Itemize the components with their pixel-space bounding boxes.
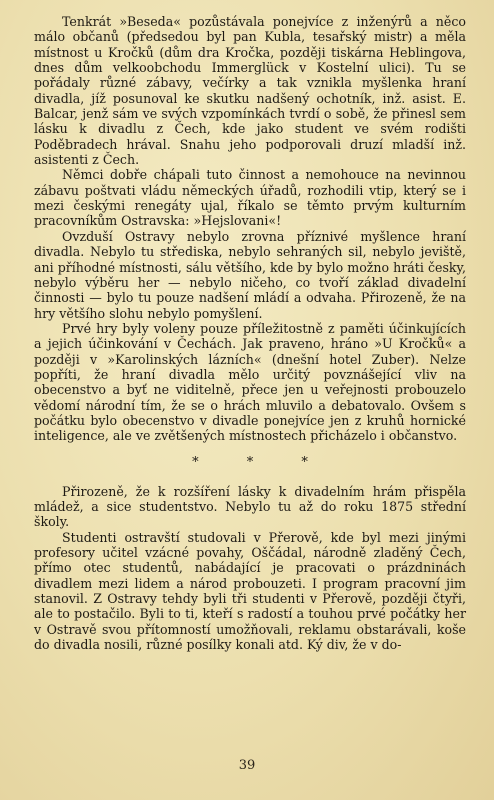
- paragraph-nemci: Němci dobře chápali tuto činnost a nemohouce na nevinnou zábavu poštvati vládu německých úřadů, rozhodili vtip, který se i mezi českými renegáty ujal, říkalo se těmto prvým kulturním pracovníkům Ostravska: »Hejslovani«!: [34, 167, 466, 229]
- paragraph-ovzdusi: Ovzduší Ostravy nebylo zrovna příznivé myšlence hraní divadla. Nebylo tu střediska, nebylo sehraných sil, nebylo jeviště, ani příhodné místnosti, sálu většího, kde by bylo možno hráti česky, nebylo výběru her — nebylo ničeho, co tvoří základ divadelní činnosti — bylo tu pouze nadšení mládí a odvaha. Přirozeně, že na hry většího slohu nebylo pomyšlení.: [34, 228, 466, 321]
- paragraph-studenti: Studenti ostravští studovali v Přerově, kde byl mezi jinými profesory učitel vzácné povahy, Oščádal, národně zladěný Čech, přímo otec studentů, nabádající je pracovati o prázdninách divadlem mezi lidem a národ probouzeti. I program pracovní jim stanovil. Z Ostravy tehdy byli tři studenti v Přerově, později čtyři, ale to postačilo. Byli to ti, kteří s radostí a touhou prvé počátky her v Ostravě svou přítomností umožňovali, reklamu obstarávali, koše do divadla nosili, různé posílky konali atd. Ký div, že v do-: [34, 529, 466, 653]
- paragraph-beseda: Tenkrát »Beseda« pozůstávala ponejvíce z inženýrů a něco málo občanů (předsedou byl pan Kubla, tesařský mistr) a měla místnost u Kročků (dům dra Kročka, později tiskárna Heblingova, dnes dům velkoobchodu Immerglück v Kostelní ulici). Tu se pořádaly různé zábavy, večírky a tak vznikla myšlenka hraní divadla, jíž posunoval ke skutku nadšený ochotník, inž. asist. E. Balcar, jenž sám ve svých vzpomínkách tvrdí o sobě, že přinesl sem lásku k divadlu z Čech, kde jako student ve svém rodišti Poděbradech hrával. Snahu jeho podporovali druzí mladší inž. asistenti z Čech.: [34, 14, 466, 168]
- section-separator: * * *: [192, 454, 330, 470]
- paragraph-prirozene: Přirozeně, že k rozšíření lásky k divadelním hrám přispěla mládež, a sice studentstvo. Nebylo tu až do roku 1875 střední školy.: [34, 483, 466, 530]
- book-page-text: [34, 14, 466, 652]
- page-number: 39: [238, 758, 256, 773]
- paragraph-prve-hry: Prvé hry byly voleny pouze příležitostně z paměti účinkujících a jejich účinkování v Čechách. Jak praveno, hráno »U Kročků« a později v »Karolinských lázních« (dnešní hotel Zuber). Nelze popříti, že hraní divadla mělo určitý povznášející vliv na obecenstvo a byť ne viditelně, přece jen u veřejnosti probouzelo vědomí národní tím, že se o hrách mluvilo a debatovalo. Ovšem s počátku bylo obecenstvo v divadle ponejvíce jen z kruhů hornické inteligence, ale ve zvětšených místnostech přicházelo i občanstvo.: [34, 320, 466, 444]
